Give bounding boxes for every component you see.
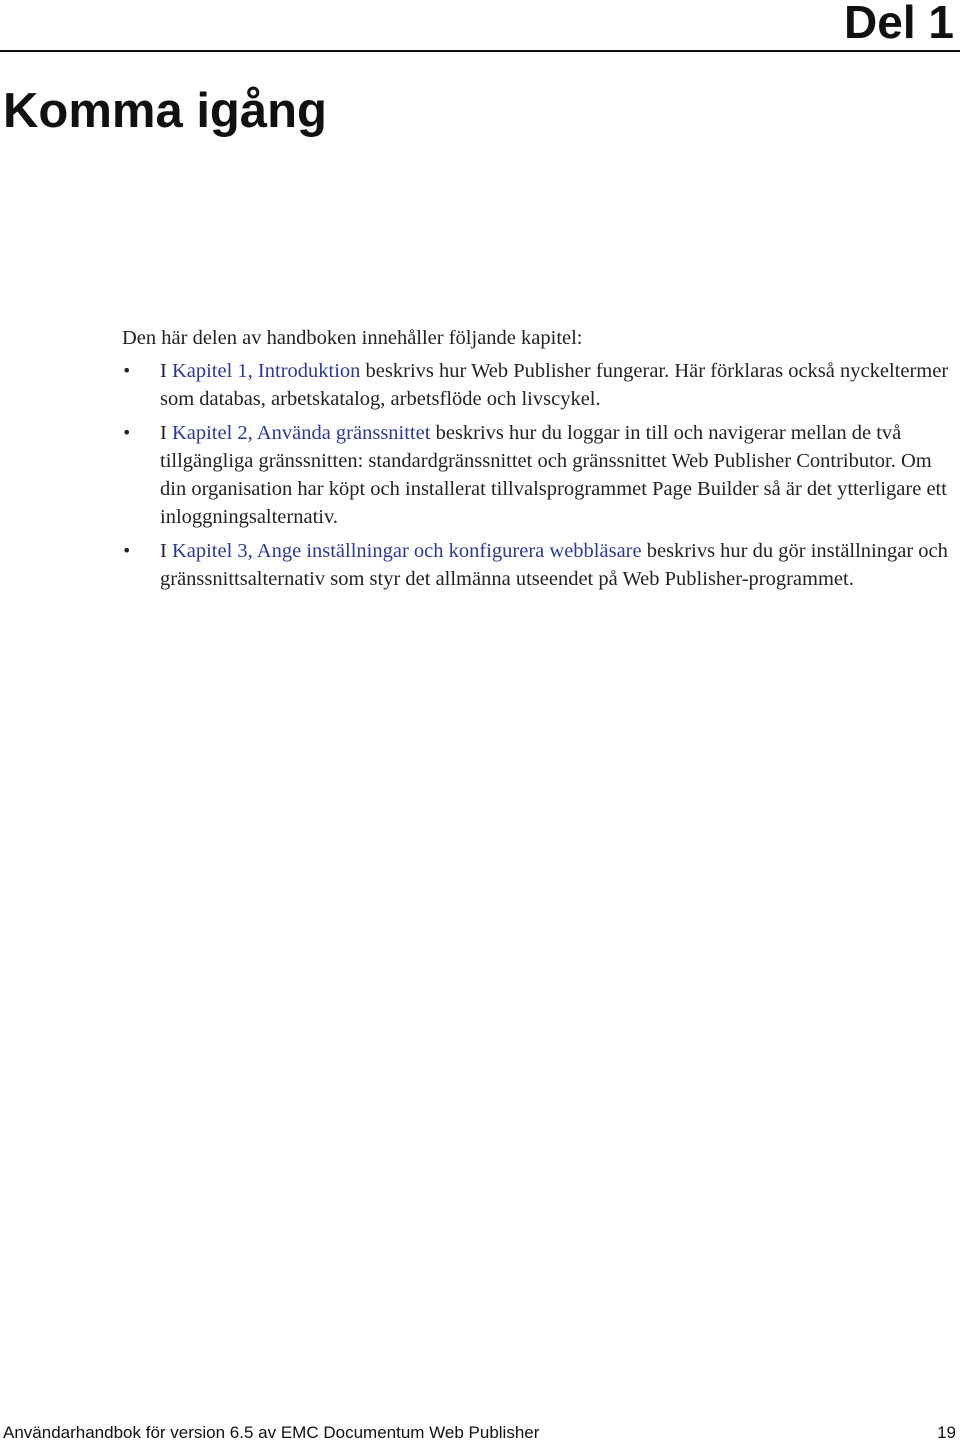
chapter-description: beskrivs hur du loggar in till och navigerar mellan de två tillgängliga gränssnitten: standardgränssnittet och gränssnittet Web Publisher Contributor. Om din organisation har köpt och installerat tillvalsprogrammet Page Builder så är det ytterligare ett inloggningsalternativ. <box>160 422 947 528</box>
chapter-prefix: I <box>160 540 172 562</box>
chapter-link-2[interactable]: Kapitel 2, Använda gränssnittet <box>171 422 431 444</box>
page-title: Komma igång <box>3 84 327 138</box>
chapter-list <box>122 357 952 593</box>
page-footer <box>3 1421 956 1445</box>
chapter-link-3[interactable]: Kapitel 3, Ange inställningar och konfigurera webbläsare <box>171 540 642 562</box>
chapter-prefix: I <box>160 360 172 382</box>
chapter-prefix: I <box>160 422 172 444</box>
page-number: 19 <box>937 1423 956 1442</box>
chapter-item-2 <box>122 419 952 531</box>
chapter-item-1 <box>122 357 952 413</box>
bullet-icon: • <box>122 423 132 442</box>
bullet-icon: • <box>122 541 132 560</box>
chapter-link-1[interactable]: Kapitel 1, Introduktion <box>171 360 361 382</box>
chapter-description: beskrivs hur du gör inställningar och gränssnittsalternativ som styr det allmänna utseendet på Web Publisher-programmet. <box>160 540 948 590</box>
bullet-icon: • <box>122 361 132 380</box>
chapter-item-3 <box>122 537 952 593</box>
intro-paragraph: Den här delen av handboken innehåller följande kapitel: <box>122 327 583 349</box>
main-content <box>122 324 952 599</box>
chapter-description: beskrivs hur Web Publisher fungerar. Här förklaras också nyckeltermer som databas, arbetskatalog, arbetsflöde och livscykel. <box>160 360 949 410</box>
part-label: Del 1 <box>844 0 954 48</box>
header-rule <box>0 50 960 52</box>
footer-document-title: Användarhandbok för version 6.5 av EMC Documentum Web Publisher <box>3 1423 540 1442</box>
